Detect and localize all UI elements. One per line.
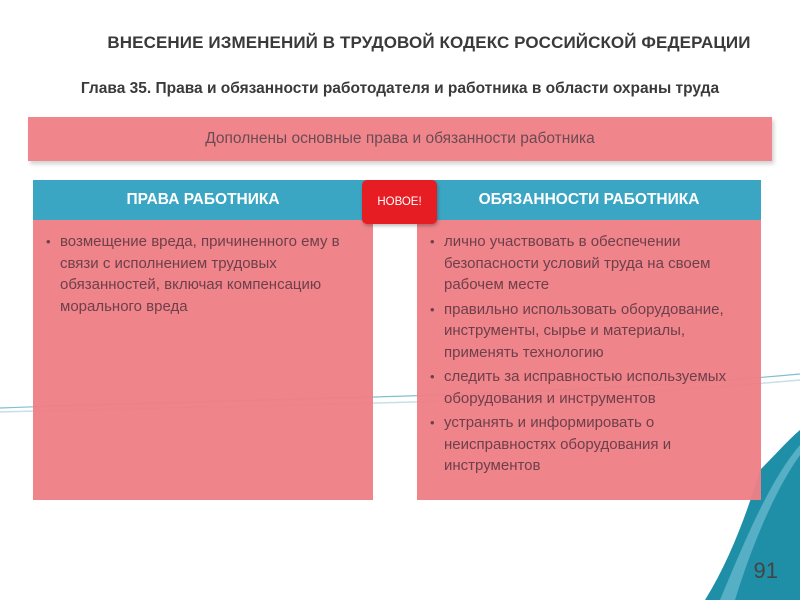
rights-item: • возмещение вреда, причиненного ему в связи с исполнением трудовых обязанностей, включая компенсацию морального вреда: [44, 231, 362, 317]
rights-list: [44, 231, 362, 320]
duties-item: • следить за исправностью используемых оборудования и инструментов: [428, 366, 756, 409]
subtitle-text: Глава 35. Права и обязанности работодателя и работника в области охраны труда: [80, 80, 720, 97]
summary-banner: Дополнены основные права и обязанности работника: [28, 117, 772, 161]
page-number: 91: [753, 558, 778, 583]
duties-item: • правильно использовать оборудование, инструменты, сырье и материалы, применять технологию: [428, 299, 756, 364]
duties-list: [428, 231, 756, 480]
page-subtitle: [0, 80, 800, 98]
duties-item: • устранять и информировать о неисправностях оборудования и инструментов: [428, 412, 756, 477]
page-title: ВНЕСЕНИЕ ИЗМЕНЕНИЙ В ТРУДОВОЙ КОДЕКС РОССИЙСКОЙ ФЕДЕРАЦИИ: [107, 33, 751, 52]
rights-heading: ПРАВА РАБОТНИКА: [33, 180, 373, 220]
duties-item: • лично участвовать в обеспечении безопасности условий труда на своем рабочем месте: [428, 231, 756, 296]
duties-heading: ОБЯЗАННОСТИ РАБОТНИКА: [417, 180, 761, 220]
new-badge: НОВОЕ!: [362, 180, 437, 224]
